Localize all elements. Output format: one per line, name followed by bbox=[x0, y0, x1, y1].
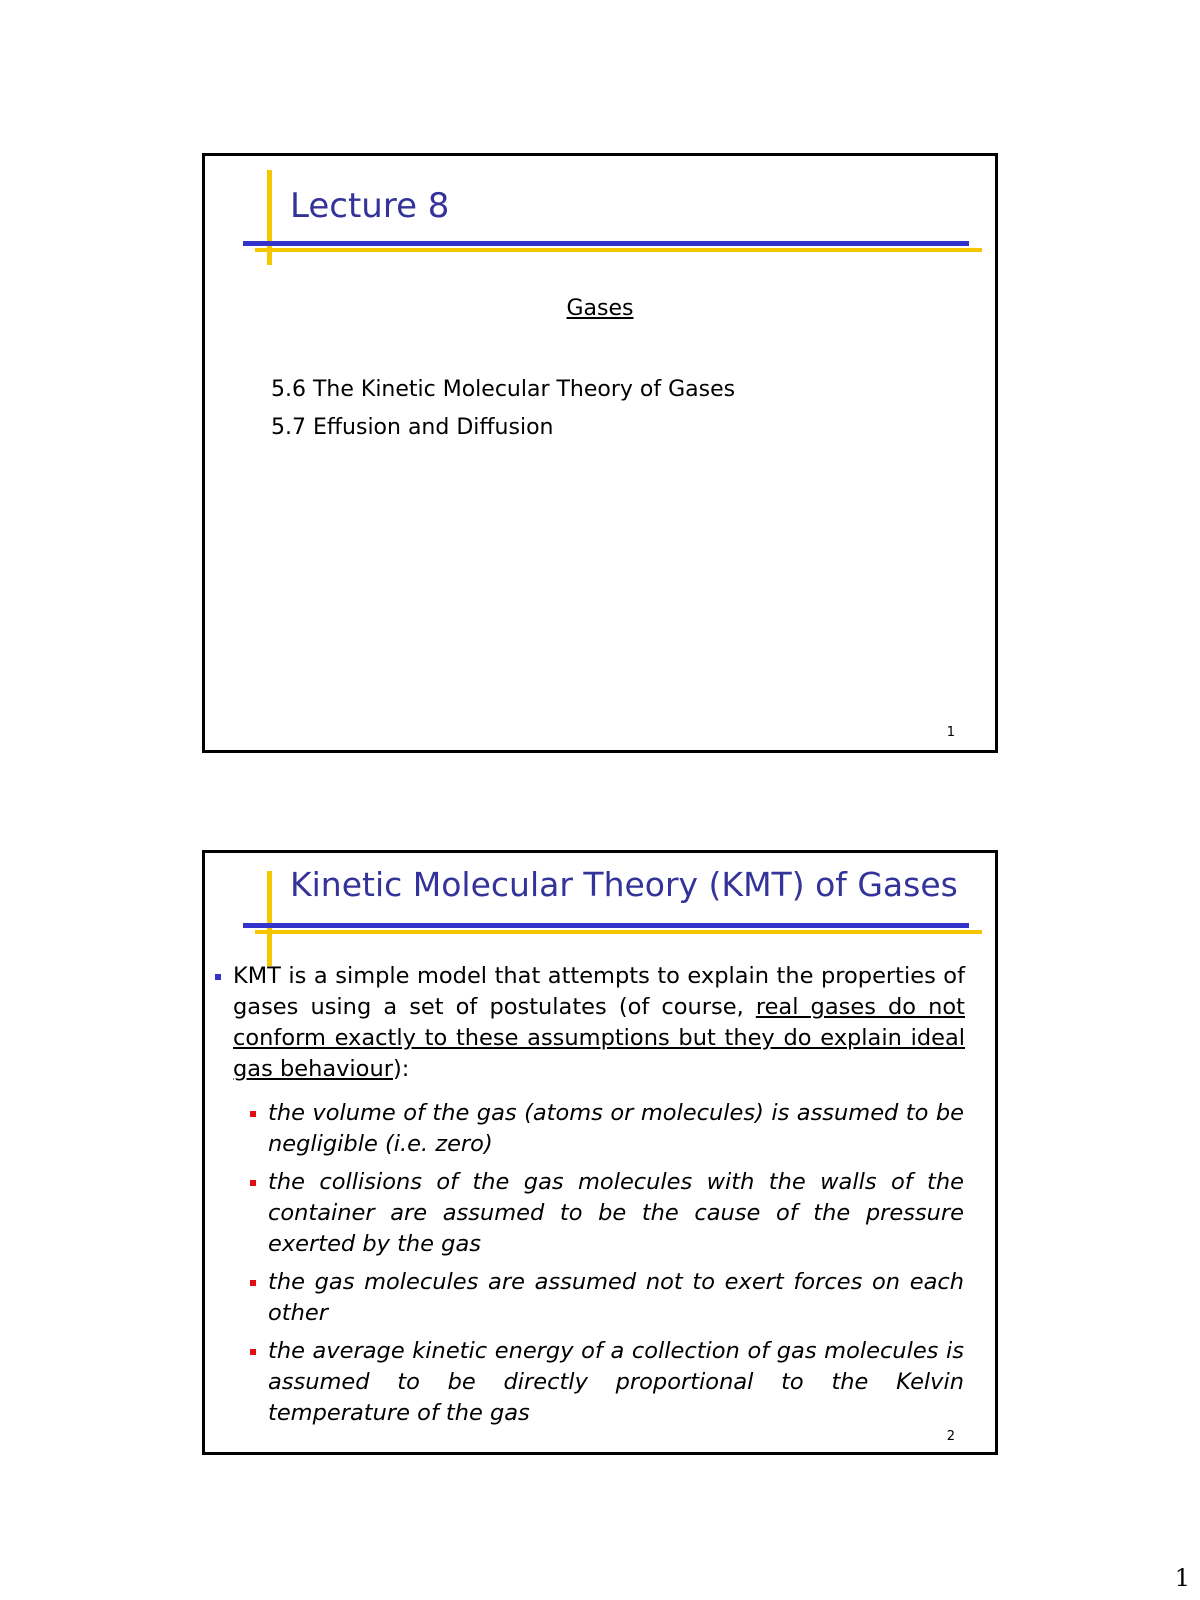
main-bullet-text-end: ): bbox=[392, 1056, 410, 1082]
sub-bullet-text: the average kinetic energy of a collection of gas molecules is assumed to be directly proportional to the Kelvin temperature of the gas bbox=[268, 1338, 964, 1426]
main-bullet-text-underlined: real gases do not conform exactly to these assumptions but they do explain ideal gas behaviour bbox=[233, 994, 965, 1082]
square-bullet-icon bbox=[250, 1111, 256, 1117]
title-underline-blue bbox=[243, 923, 969, 928]
title-underline-yellow bbox=[255, 248, 982, 252]
slide-subtitle: Gases bbox=[566, 296, 634, 321]
slide-number: 2 bbox=[946, 1429, 955, 1444]
page-number: 1 bbox=[1174, 1564, 1190, 1592]
sub-bullet-text: the collisions of the gas molecules with the walls of the container are assumed to be the cause of the pressure exerted by the gas bbox=[268, 1169, 964, 1257]
square-bullet-icon bbox=[250, 1349, 256, 1355]
main-bullet bbox=[215, 961, 965, 1085]
title-accent-vertical-bar bbox=[267, 871, 272, 966]
sub-bullet-list bbox=[250, 1098, 964, 1436]
main-bullet-text-start: KMT is a simple model that attempts to explain the properties of gases using a set of postulates (of course, bbox=[233, 963, 965, 1020]
slide-title: Lecture 8 bbox=[290, 186, 450, 226]
sub-bullet-item bbox=[250, 1267, 964, 1329]
sub-bullet-text: the gas molecules are assumed not to exert forces on each other bbox=[268, 1269, 964, 1326]
square-bullet-icon bbox=[250, 1280, 256, 1286]
topic-list bbox=[271, 371, 735, 447]
topic-item: 5.7 Effusion and Diffusion bbox=[271, 415, 554, 440]
slide-number: 1 bbox=[946, 725, 955, 740]
sub-bullet-item bbox=[250, 1098, 964, 1160]
square-bullet-icon bbox=[250, 1180, 256, 1186]
title-underline-yellow bbox=[255, 930, 982, 934]
slide-2 bbox=[202, 850, 998, 1455]
sub-bullet-text: the volume of the gas (atoms or molecules) is assumed to be negligible (i.e. zero) bbox=[268, 1100, 964, 1157]
main-bullet-text bbox=[233, 961, 965, 1085]
slide-1 bbox=[202, 153, 998, 753]
slide-title: Kinetic Molecular Theory (KMT) of Gases bbox=[290, 865, 958, 904]
square-bullet-icon bbox=[215, 974, 221, 980]
title-underline-blue bbox=[243, 241, 969, 246]
sub-bullet-item bbox=[250, 1167, 964, 1260]
topic-item: 5.6 The Kinetic Molecular Theory of Gases bbox=[271, 377, 736, 402]
sub-bullet-item bbox=[250, 1336, 964, 1429]
